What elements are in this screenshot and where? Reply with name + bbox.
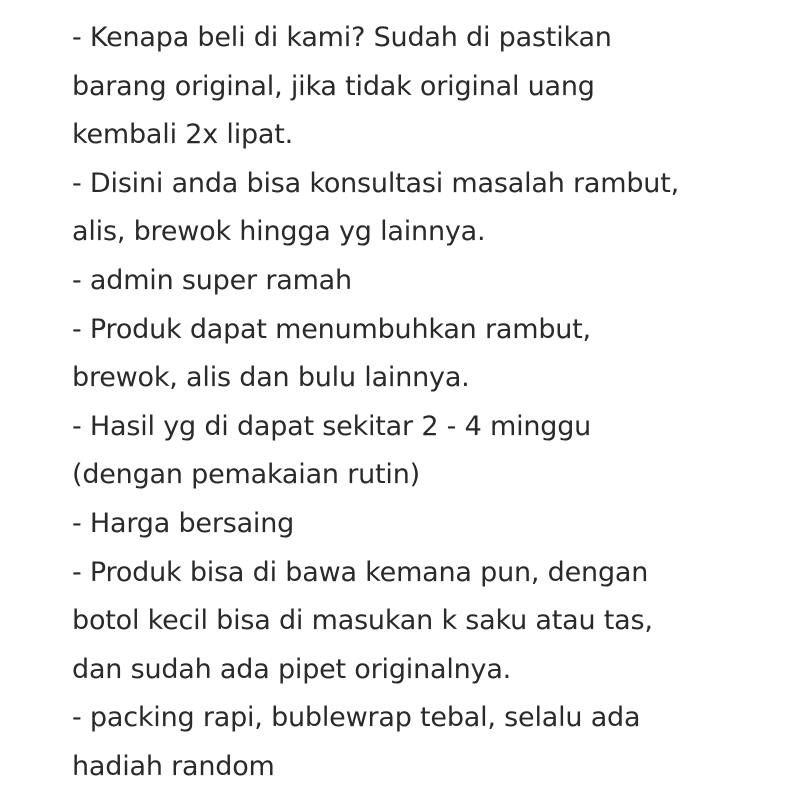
description-line: - Harga bersaing: [72, 507, 295, 539]
description-line: dan sudah ada pipet originalnya.: [72, 653, 512, 685]
description-line: - packing rapi, bublewrap tebal, selalu ada: [72, 702, 641, 734]
description-line: alis, brewok hingga yg lainnya.: [72, 216, 486, 248]
description-line: - Produk bisa di bawa kemana pun, dengan: [72, 556, 649, 588]
product-description: [72, 14, 762, 792]
description-line: barang original, jika tidak original uang: [72, 70, 595, 102]
description-line: hadiah random: [72, 750, 275, 782]
description-line: - Hasil yg di dapat sekitar 2 - 4 minggu: [72, 410, 592, 442]
description-line: - Kenapa beli di kami? Sudah di pastikan: [72, 22, 612, 53]
description-line: brewok, alis dan bulu lainnya.: [72, 362, 470, 394]
description-line: botol kecil bisa di masukan k saku atau tas,: [72, 605, 653, 637]
description-line: - admin super ramah: [72, 264, 352, 296]
description-line: kembali 2x lipat.: [72, 119, 294, 151]
description-line: (dengan pemakaian rutin): [72, 459, 420, 491]
description-line: - Produk dapat menumbuhkan rambut,: [72, 313, 591, 345]
description-line: - Disini anda bisa konsultasi masalah rambut,: [72, 167, 679, 199]
